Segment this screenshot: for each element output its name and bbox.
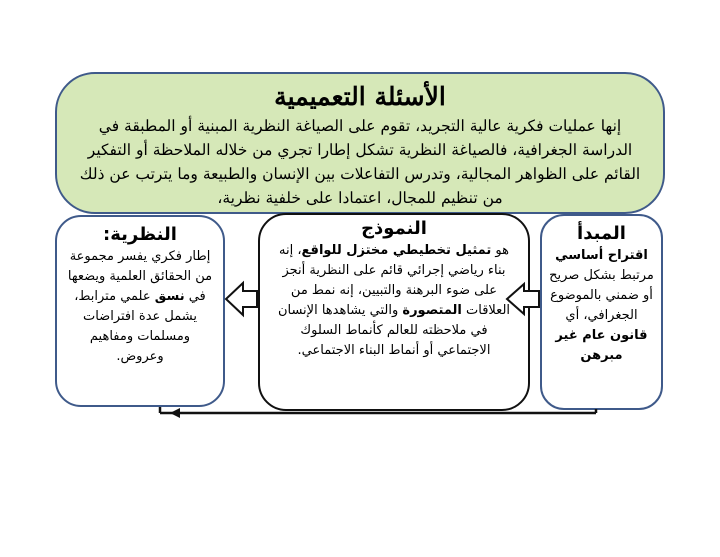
principle-bold-term: قانون عام غير مبرهن — [555, 328, 648, 363]
general-questions-title: الأسئلة التعميمية — [274, 82, 446, 111]
model-text-part: ، إنه بناء رياضي إجرائي قائم على النظرية أنجز على ضوء البرهنة والتبيين، إنه نمط من العلاقات — [279, 243, 511, 318]
bottom-arrowhead — [170, 408, 180, 418]
principle-text-part: مرتبط بشكل صريح أو ضمني بالموضوع الجغرافي، أي — [549, 268, 654, 323]
theory-text-part: إطار فكري يفسر مجموعة من الحقائق العلمية ويضعها في — [67, 249, 213, 304]
model-bold-term: المتصورة — [402, 303, 462, 318]
principle-bold-term: اقتراح أساسي — [555, 248, 648, 263]
general-questions-text: إنها عمليات فكرية عالية التجريد، تقوم على الصياغة النظرية المبنية أو المطبقة في الدراسة الجغرافية، فالصياغة النظرية تشكل إطارا تجري من خلاله الملاحظة أو التفكير القائم على الظواهر المجالية، وتدرس التفاعلات بين الإنسان والطبيعة وما يترتب عن ذلك من تنظيم للمجال، اعتمادا على خلفية نظرية، — [79, 117, 641, 207]
arrow-model-to-theory — [226, 283, 257, 315]
model-text-part: والتي يشاهدها الإنسان في ملاحظته للعالم كأنماط السلوك الاجتماعي أو أنماط البناء الاجتماعي. — [277, 303, 491, 358]
arrow-principle-to-model — [507, 284, 539, 314]
theory-title: النظرية: — [103, 224, 177, 245]
principle-title: المبدأ — [577, 223, 626, 244]
model-bold-term: تمثيل تخطيطي مختزل للواقع — [301, 243, 492, 258]
theory-bold-term: نسق — [154, 289, 185, 304]
theory-text-part: علمي مترابط، يشمل عدة افتراضات ومسلمات ومفاهيم وعروض. — [74, 289, 197, 364]
model-text-part: هو — [491, 243, 509, 258]
model-title: النموذج — [361, 218, 427, 239]
